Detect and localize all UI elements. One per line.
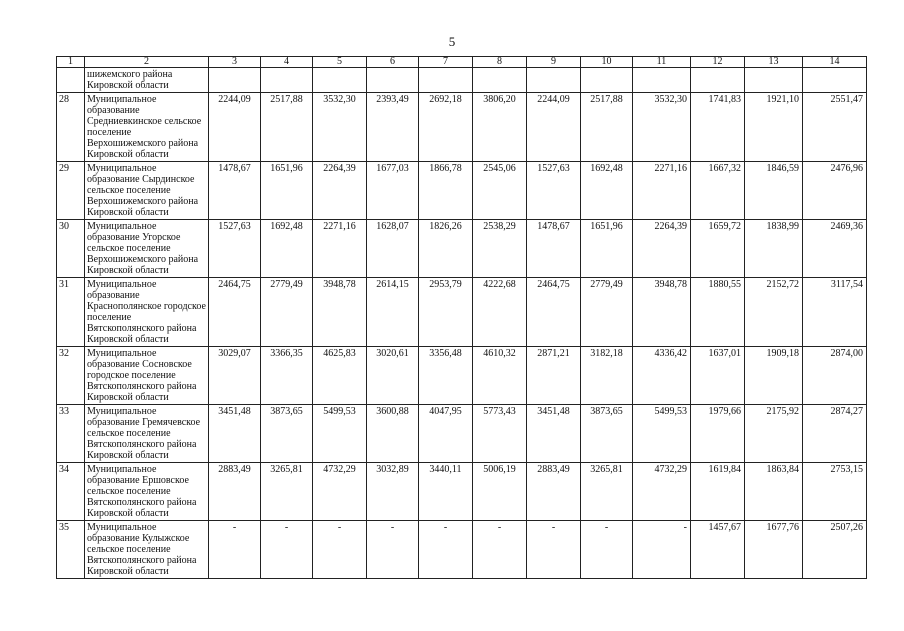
value-cell: 5006,19 <box>473 463 527 521</box>
value-cell: - <box>261 521 313 579</box>
value-cell: 2538,29 <box>473 220 527 278</box>
value-cell: 2779,49 <box>581 278 633 347</box>
value-cell: 1677,03 <box>367 162 419 220</box>
row-number: 29 <box>57 162 85 220</box>
column-header: 14 <box>803 57 867 68</box>
value-cell: 3532,30 <box>313 93 367 162</box>
municipality-name: шижемского района Кировской области <box>85 68 209 93</box>
value-cell: 3806,20 <box>473 93 527 162</box>
value-cell: 1527,63 <box>209 220 261 278</box>
value-cell: - <box>313 521 367 579</box>
column-header: 10 <box>581 57 633 68</box>
header-row <box>57 57 867 68</box>
value-cell: 1628,07 <box>367 220 419 278</box>
table-row <box>57 220 867 278</box>
value-cell: 1651,96 <box>261 162 313 220</box>
row-number: 32 <box>57 347 85 405</box>
value-cell: 2871,21 <box>527 347 581 405</box>
value-cell: 5499,53 <box>633 405 691 463</box>
value-cell: 3356,48 <box>419 347 473 405</box>
value-cell: 3440,11 <box>419 463 473 521</box>
value-cell: 2152,72 <box>745 278 803 347</box>
value-cell: 2545,06 <box>473 162 527 220</box>
value-cell: 1677,76 <box>745 521 803 579</box>
table-row <box>57 347 867 405</box>
municipality-name: Муниципальное образование Краснополянское городское поселение Вятскополянского района Кировской области <box>85 278 209 347</box>
value-cell: 2244,09 <box>527 93 581 162</box>
table-header <box>57 57 867 68</box>
table-row <box>57 162 867 220</box>
value-cell: 3265,81 <box>261 463 313 521</box>
column-header: 1 <box>57 57 85 68</box>
value-cell: 1659,72 <box>691 220 745 278</box>
value-cell: 3873,65 <box>261 405 313 463</box>
value-cell: 1880,55 <box>691 278 745 347</box>
value-cell: 3600,88 <box>367 405 419 463</box>
value-cell: 1619,84 <box>691 463 745 521</box>
value-cell: 1651,96 <box>581 220 633 278</box>
value-cell: 3117,54 <box>803 278 867 347</box>
value-cell: - <box>633 521 691 579</box>
value-cell: 4222,68 <box>473 278 527 347</box>
value-cell: 3948,78 <box>633 278 691 347</box>
value-cell: 3020,61 <box>367 347 419 405</box>
row-number <box>57 68 85 93</box>
value-cell: 3366,35 <box>261 347 313 405</box>
value-cell: 1846,59 <box>745 162 803 220</box>
value-cell: 1826,26 <box>419 220 473 278</box>
row-number: 28 <box>57 93 85 162</box>
column-header: 5 <box>313 57 367 68</box>
value-cell: 2614,15 <box>367 278 419 347</box>
value-cell: 2953,79 <box>419 278 473 347</box>
column-header: 9 <box>527 57 581 68</box>
table-row <box>57 405 867 463</box>
page-number: 5 <box>448 34 456 49</box>
value-cell: 2264,39 <box>313 162 367 220</box>
value-cell: 5773,43 <box>473 405 527 463</box>
table-row <box>57 278 867 347</box>
value-cell: - <box>527 521 581 579</box>
column-header: 11 <box>633 57 691 68</box>
value-cell: 1863,84 <box>745 463 803 521</box>
value-cell: 4336,42 <box>633 347 691 405</box>
value-cell: 2469,36 <box>803 220 867 278</box>
value-cell: 3873,65 <box>581 405 633 463</box>
column-header: 7 <box>419 57 473 68</box>
value-cell: 2874,00 <box>803 347 867 405</box>
municipality-name: Муниципальное образование Кулыжское сельское поселение Вятскополянского района Кировской области <box>85 521 209 579</box>
value-cell: 3182,18 <box>581 347 633 405</box>
value-cell: 2692,18 <box>419 93 473 162</box>
value-cell: 2271,16 <box>633 162 691 220</box>
value-cell: 4047,95 <box>419 405 473 463</box>
tariff-table <box>56 56 867 579</box>
value-cell: 1667,32 <box>691 162 745 220</box>
value-cell: 3029,07 <box>209 347 261 405</box>
value-cell: 3451,48 <box>209 405 261 463</box>
column-header: 4 <box>261 57 313 68</box>
municipality-name: Муниципальное образование Угорское сельское поселение Верхошижемского района Кировской области <box>85 220 209 278</box>
value-cell: 2883,49 <box>527 463 581 521</box>
value-cell: 3032,89 <box>367 463 419 521</box>
value-cell: 2874,27 <box>803 405 867 463</box>
value-cell: 1692,48 <box>261 220 313 278</box>
value-cell: 1866,78 <box>419 162 473 220</box>
row-number: 34 <box>57 463 85 521</box>
value-cell: 5499,53 <box>313 405 367 463</box>
value-cell: 4610,32 <box>473 347 527 405</box>
table-body <box>57 68 867 579</box>
value-cell: 1741,83 <box>691 93 745 162</box>
value-cell: - <box>367 521 419 579</box>
municipality-name: Муниципальное образование Сосновское городское поселение Вятскополянского района Кировской области <box>85 347 209 405</box>
value-cell: 2476,96 <box>803 162 867 220</box>
value-cell: 3532,30 <box>633 93 691 162</box>
value-cell: 1478,67 <box>527 220 581 278</box>
value-cell: 2264,39 <box>633 220 691 278</box>
value-cell: 2464,75 <box>527 278 581 347</box>
value-cell: 1478,67 <box>209 162 261 220</box>
value-cell: 1979,66 <box>691 405 745 463</box>
municipality-name: Муниципальное образование Гремячевское сельское поселение Вятскополянского района Кировской области <box>85 405 209 463</box>
column-header: 12 <box>691 57 745 68</box>
value-cell: 2517,88 <box>581 93 633 162</box>
value-cell: 2551,47 <box>803 93 867 162</box>
value-cell: 1692,48 <box>581 162 633 220</box>
value-cell: 1457,67 <box>691 521 745 579</box>
row-number: 30 <box>57 220 85 278</box>
value-cell: - <box>473 521 527 579</box>
table-row <box>57 463 867 521</box>
value-cell: - <box>419 521 473 579</box>
value-cell: 2779,49 <box>261 278 313 347</box>
value-cell: 3265,81 <box>581 463 633 521</box>
value-cell: 2753,15 <box>803 463 867 521</box>
value-cell: - <box>209 521 261 579</box>
value-cell: 2517,88 <box>261 93 313 162</box>
value-cell: 2464,75 <box>209 278 261 347</box>
municipality-name: Муниципальное образование Сырдинское сельское поселение Верхошижемского района Кировской области <box>85 162 209 220</box>
value-cell: 2883,49 <box>209 463 261 521</box>
value-cell: 3948,78 <box>313 278 367 347</box>
value-cell: 2175,92 <box>745 405 803 463</box>
municipality-name: Муниципальное образование Ершовское сельское поселение Вятскополянского района Кировской области <box>85 463 209 521</box>
value-cell: 4732,29 <box>313 463 367 521</box>
column-header: 2 <box>85 57 209 68</box>
value-cell: 1637,01 <box>691 347 745 405</box>
column-header: 3 <box>209 57 261 68</box>
row-number: 31 <box>57 278 85 347</box>
value-cell: 1921,10 <box>745 93 803 162</box>
column-header: 13 <box>745 57 803 68</box>
table-row <box>57 521 867 579</box>
row-number: 33 <box>57 405 85 463</box>
continuation-row <box>57 68 867 93</box>
value-cell: 2393,49 <box>367 93 419 162</box>
column-header: 6 <box>367 57 419 68</box>
column-header: 8 <box>473 57 527 68</box>
value-cell: 4625,83 <box>313 347 367 405</box>
municipality-name: Муниципальное образование Средниевкинское сельское поселение Верхошижемского района Кировской области <box>85 93 209 162</box>
value-cell: 1838,99 <box>745 220 803 278</box>
value-cell: - <box>581 521 633 579</box>
value-cell: 4732,29 <box>633 463 691 521</box>
value-cell: 1527,63 <box>527 162 581 220</box>
value-cell: 3451,48 <box>527 405 581 463</box>
value-cell: 2271,16 <box>313 220 367 278</box>
value-cell: 2244,09 <box>209 93 261 162</box>
row-number: 35 <box>57 521 85 579</box>
table-row <box>57 93 867 162</box>
value-cell: 1909,18 <box>745 347 803 405</box>
value-cell: 2507,26 <box>803 521 867 579</box>
